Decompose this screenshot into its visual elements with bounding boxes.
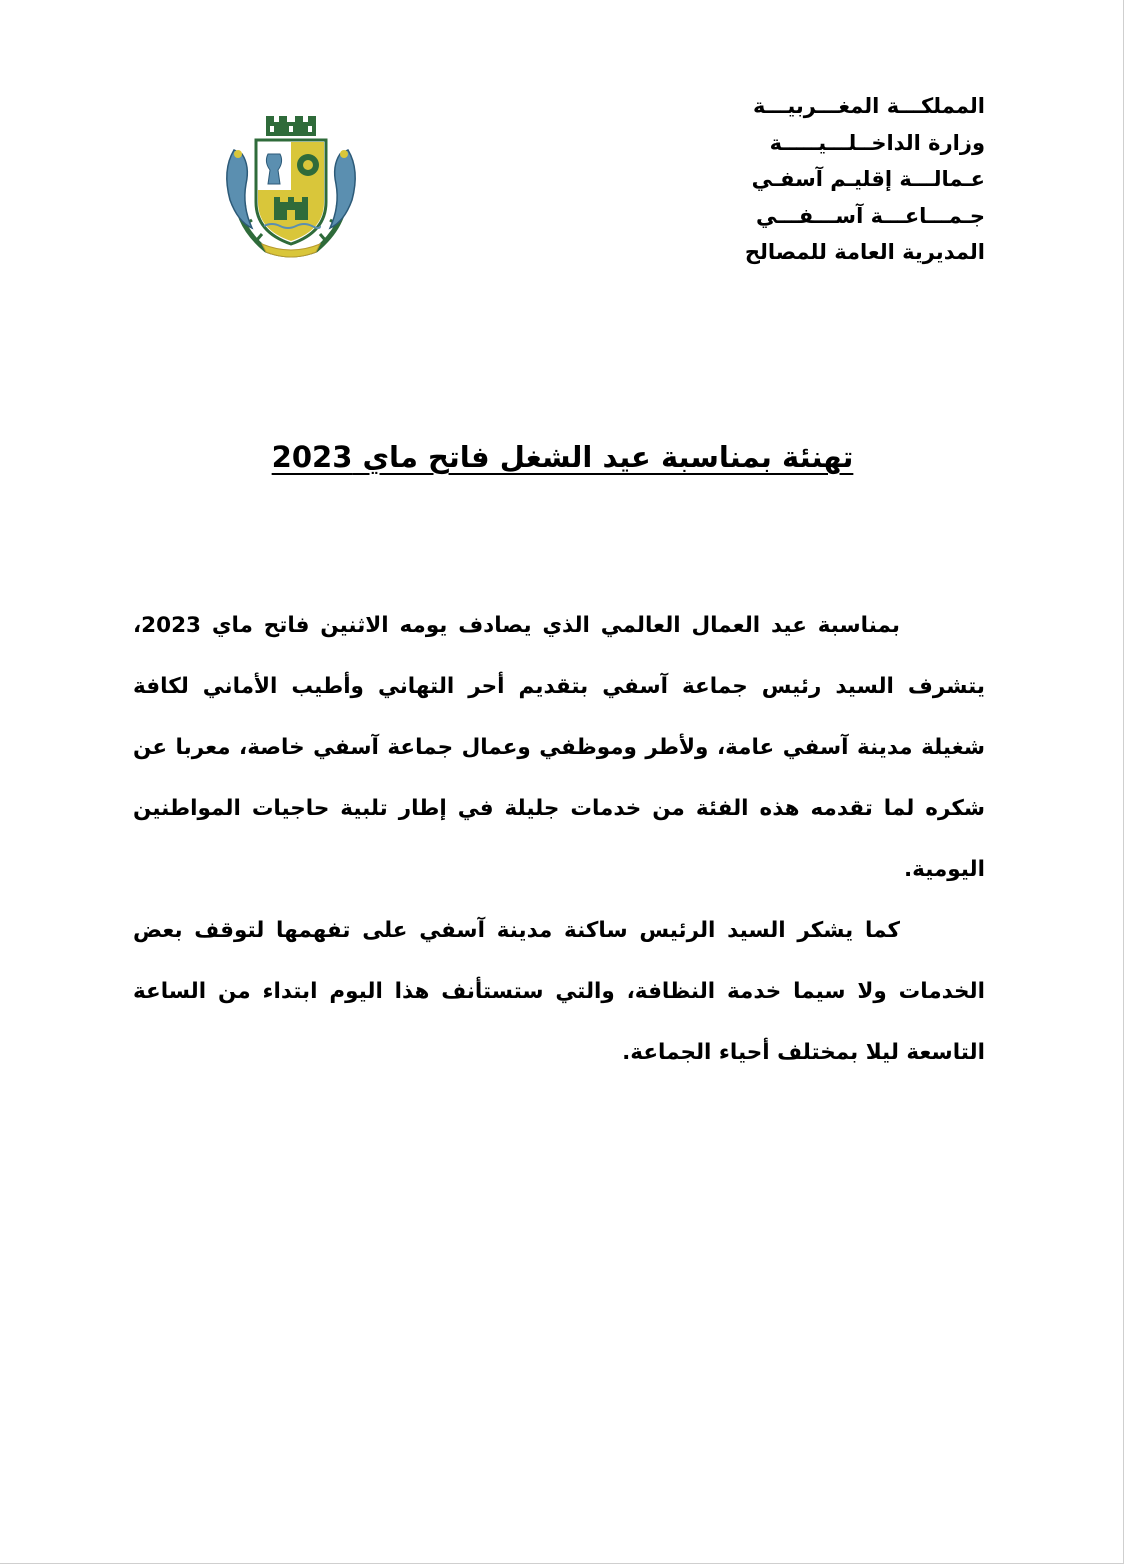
letterhead-prefecture: عـمالـــة إقليـم آسفـي	[751, 167, 985, 191]
body-paragraph-1: بمناسبة عيد العمال العالمي الذي يصادف يومه الاثنين فاتح ماي 2023، يتشرف السيد رئيس جماعة آسفي بتقديم أحر التهاني وأطيب الأماني لكافة شغيلة مدينة آسفي عامة، ولأطر وموظفي وعمال جماعة آسفي خاصة، معربا عن شكره لما تقدمه هذه الفئة من خدمات جليلة في إطار تلبية حاجيات المواطنين اليومية.	[133, 613, 985, 882]
document-body	[133, 595, 985, 1083]
letterhead-directorate: المديرية العامة للمصالح	[744, 240, 985, 264]
letterhead-ministry: وزارة الداخــلـــيـــــة	[769, 130, 985, 155]
letterhead	[665, 88, 985, 271]
body-paragraph-2: كما يشكر السيد الرئيس ساكنة مدينة آسفي على تفهمها لتوقف بعض الخدمات ولا سيما خدمة النظافة، والتي ستستأنف هذا اليوم ابتداء من الساعة التاسعة ليلا بمختلف أحياء الجماعة.	[133, 918, 985, 1065]
letterhead-kingdom: المملكـــة المغـــربيـــة	[753, 94, 985, 118]
letterhead-commune: جـمـــاعـــة آســـفـــي	[755, 203, 985, 228]
municipal-coat-of-arms-icon	[216, 110, 366, 260]
document-title-text: تهنئة بمناسبة عيد الشغل فاتح ماي 2023	[271, 440, 854, 474]
document-title	[0, 440, 1125, 474]
